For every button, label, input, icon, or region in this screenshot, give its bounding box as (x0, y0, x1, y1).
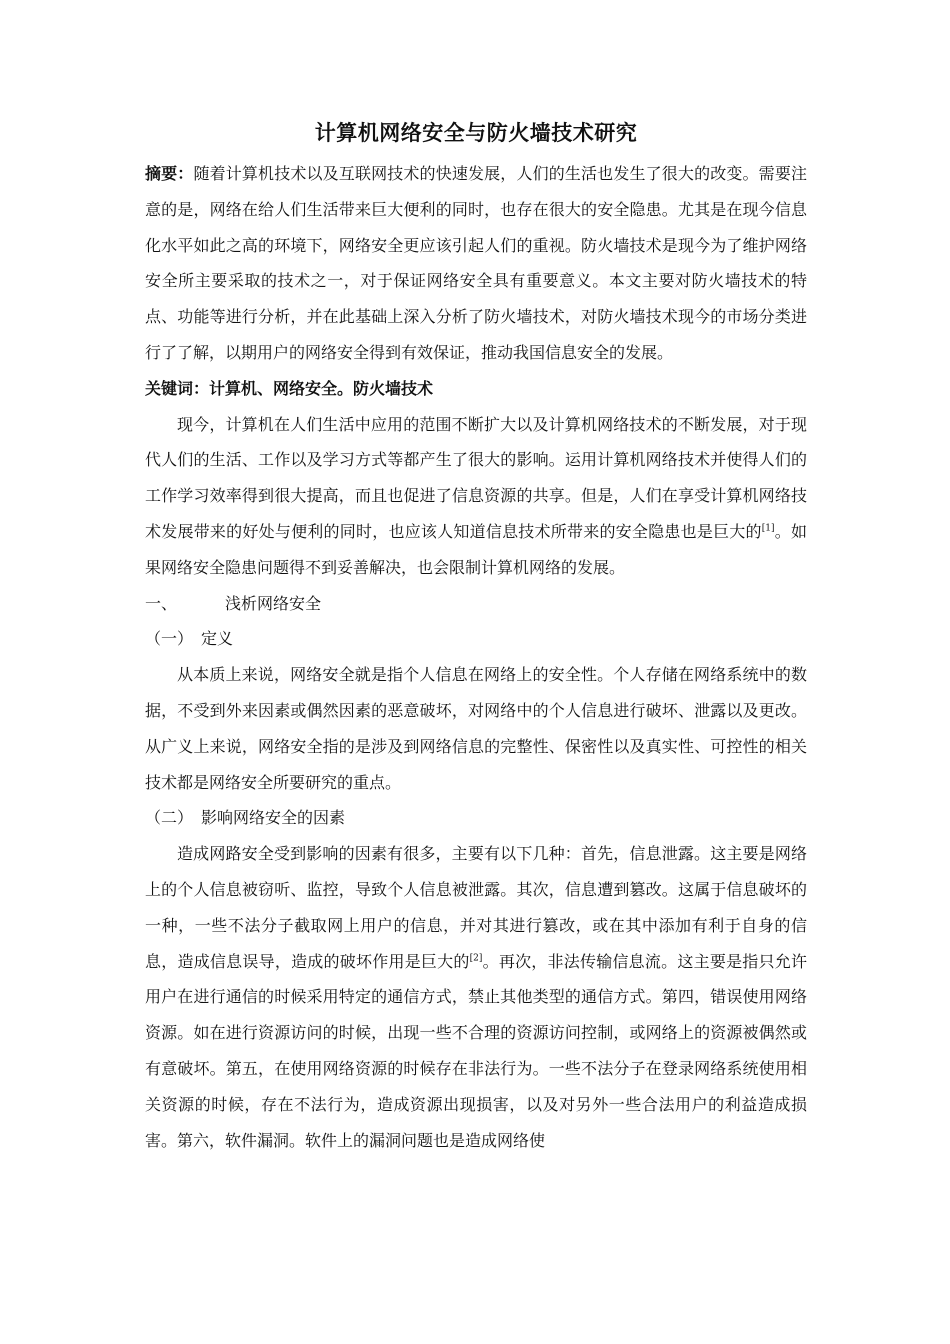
keywords-text: 计算机、网络安全。防火墙技术 (209, 378, 434, 398)
subsection-number: （一） (145, 629, 194, 649)
subsection-title: 影响网络安全的因素 (201, 808, 346, 828)
section-title: 浅析网络安全 (225, 593, 322, 613)
factors-text: 造成网路安全受到影响的因素有很多，主要有以下几种：首先，信息泄露。这主要是网络上的个人信息被窃听、监控，导致个人信息被泄露。其次，信息遭到篡改。这属于信息破坏的一种，一些不法分子截取网上用户的信息，并对其进行篡改，或在其中添加有利于自身的信息，造成信息误导，造成的破坏作用是巨大的 (145, 844, 807, 971)
document-title: 计算机网络安全与防火墙技术研究 (314, 121, 638, 145)
citation-ref: [2] (469, 953, 483, 964)
subsection-heading (145, 800, 807, 836)
intro-paragraph (145, 407, 807, 586)
section-number: 一、 (145, 593, 178, 613)
definition-paragraph (145, 657, 807, 800)
document-page (145, 118, 807, 1158)
subsection-heading (145, 621, 807, 657)
citation-ref: [1] (761, 523, 775, 534)
keywords-label: 关键词： (145, 378, 210, 398)
factors-text-continued: 。再次，非法传输信息流。这主要是指只允许用户在进行通信的时候采用特定的通信方式，禁止其他类型的通信方式。第四，错误使用网络资源。如在进行资源访问的时候，出现一些不合理的资源访问控制，或网络上的资源被偶然或有意破坏。第五，在使用网络资源的时候存在非法行为。一些不法分子在登录网络系统使用相关资源的时候，存在不法行为，造成资源出现损害，以及对另外一些合法用户的利益造成损害。第六，软件漏洞。软件上的漏洞问题也是造成网络使 (145, 951, 807, 1150)
subsection-title: 定义 (201, 629, 234, 649)
factors-paragraph (145, 836, 807, 1158)
abstract-paragraph (145, 156, 807, 371)
abstract-label: 摘要： (145, 164, 194, 183)
definition-text: 从本质上来说，网络安全就是指个人信息在网络上的安全性。个人存储在网络系统中的数据，不受到外来因素或偶然因素的恶意破坏，对网络中的个人信息进行破坏、泄露以及更改。从广义上来说，网络安全指的是涉及到网络信息的完整性、保密性以及真实性、可控性的相关技术都是网络安全所要研究的重点。 (145, 665, 807, 792)
intro-text-continued: 。如果网络安全隐患问题得不到妥善解决，也会限制计算机网络的发展。 (145, 521, 807, 577)
abstract-text: 随着计算机技术以及互联网技术的快速发展，人们的生活也发生了很大的改变。需要注意的是，网络在给人们生活带来巨大便利的同时，也存在很大的安全隐患。尤其是在现今信息化水平如此之高的环境下，网络安全更应该引起人们的重视。防火墙技术是现今为了维护网络安全所主要采取的技术之一，对于保证网络安全具有重要意义。本文主要对防火墙技术的特点、功能等进行分析，并在此基础上深入分析了防火墙技术，对防火墙技术现今的市场分类进行了了解，以期用户的网络安全得到有效保证，推动我国信息安全的发展。 (145, 164, 807, 362)
keywords-line (145, 371, 807, 407)
section-heading (145, 586, 807, 622)
subsection-number: （二） (145, 808, 194, 828)
intro-text: 现今，计算机在人们生活中应用的范围不断扩大以及计算机网络技术的不断发展，对于现代人们的生活、工作以及学习方式等都产生了很大的影响。运用计算机网络技术并使得人们的工作学习效率得到很大提高，而且也促进了信息资源的共享。但是，人们在享受计算机网络技术发展带来的好处与便利的同时，也应该人知道信息技术所带来的安全隐患也是巨大的 (145, 414, 807, 541)
